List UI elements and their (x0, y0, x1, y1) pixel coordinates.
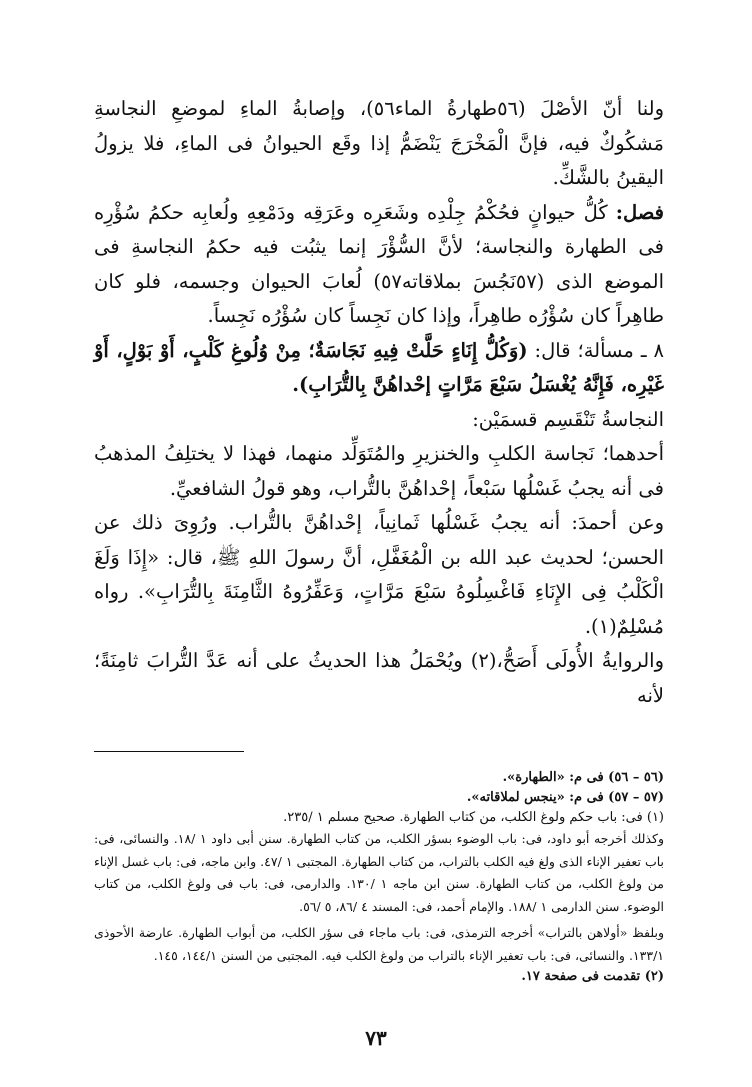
paragraph-2 (94, 196, 664, 334)
footnote-2: (٢) تقدمت فى صفحة ١٧. (521, 969, 664, 984)
paragraph-6: وعن أحمدَ: أنه يجبُ غَسْلُها ثَمانِياً، إحْداهُنَّ بالتُّراب. ورُوِىَ ذلك عن الحسن؛ لحديث عبد الله بن الْمُغَفَّلِ، أنَّ رسولَ اللهِ ﷺ، قال: «إِذَا وَلَغَ الْكَلْبُ فِى الإِنَاءِ فَاغْسِلُوهُ سَبْعَ مَرَّاتٍ، وَعَفِّرُوهُ الثَّامِنَةَ بِالتُّرَابِ». رواه مُسْلِمٌ(١). (94, 511, 664, 638)
footnote-56: (٥٦ – ٥٦) فى م: «الطهارة». (502, 770, 664, 785)
masala-number: ٨ ـ مسألة؛ قال: (527, 338, 664, 362)
page-content (94, 92, 664, 987)
footnote-57: (٥٧ – ٥٧) فى م: «ينجس لملاقاته». (466, 790, 664, 805)
paragraph-2-text: كُلُّ حيوانٍ فحُكْمُ جِلْدِه وشَعَرِه وعَرَقِه ودَمْعِهِ ولُعابِه حكمُ سُؤْرِه فى الطهارة والنجاسة؛ لأنَّ السُّؤْرَ إنما يثبُت فيه حكمُ النجاسةِ فى الموضع الذى (٥٧نَجُسَ بملاقاته٥٧) لُعابَ الحيوان وجسمه، فلو كان طاهِراً كان سُؤْرُه طاهِراً، وإذا كان نَجِساً كان سُؤْرُه نَجِساً. (94, 200, 664, 327)
paragraph-3-masala (94, 334, 664, 403)
masala-text: (وَكُلُّ إِنَاءٍ حَلَّتْ فِيهِ نَجَاسَةٌ؛ مِنْ وُلُوغِ كَلْبٍ، أَوْ بَوْلٍ، أَوْ غَيْرِه، فَإِنَّهُ يُغْسَلُ سَبْعَ مَرَّاتٍ إحْداهُنَّ بِالتُّرَابِ). (94, 338, 664, 396)
page-number: ٧٣ (365, 1026, 387, 1050)
paragraph-5: أحدهما؛ نَجاسة الكلبِ والخنزيرِ والمُتَوَلِّد منهما، فهذا لا يختلِفُ المذهبُ فى أنه يجبُ غَسْلُها سَبْعاً، إحْداهُنَّ بالتُّراب، وهو قولُ الشافعيِّ. (94, 442, 664, 500)
paragraph-7: والروايةُ الأُولَى أَصَحُّ،(٢) ويُحْمَلُ هذا الحديثُ على أنه عَدَّ التُّرابَ ثامِنَةً؛ لأنه (94, 649, 665, 707)
main-text (94, 92, 664, 713)
footnote-1: (١) فى: باب حكم ولوغ الكلب، من كتاب الطهارة. صحيح مسلم ١ /٢٣٥. (283, 810, 664, 825)
footnote-divider (94, 751, 244, 752)
paragraph-4: النجاسةُ تَنْقَسِم قسمَيْن: (472, 407, 664, 431)
footnote-1-tirmidhi: وبلفظ «أولاهن بالتراب» أخرجه الترمذى، فى: باب ماجاء فى سؤر الكلب، من أبواب الطهارة. عارضة الأحوذى ١٣٣/١. والنسائى، فى: باب تعفير الإناء بالتراب من ولوغ الكلب فيه. المجتبى من السنن ١٤٤/١، ١٤٥. (94, 925, 664, 963)
paragraph-1: ولنا أنّ الأصْلَ (٥٦طهارةُ الماء٥٦)، وإصابةُ الماءِ لموضعِ النجاسةِ مَشكُوكٌ فيه، فإنَّ الْمَخْرَجَ يَنْضَمُّ إذا وقَع الحيوانُ فى الماءِ، فلا يزولُ اليقينُ بالشَّكِّ. (94, 97, 664, 189)
footnote-1-continued: وكذلك أخرجه أبو داود، فى: باب الوضوء بسؤر الكلب، من كتاب الطهارة. سنن أبى داود ١ /١٨. والنسائى، فى: باب تعفير الإناء الذى ولغ فيه الكلب بالتراب، من كتاب الطهارة. المجتبى ١ /٤٧. وابن ماجه، فى: باب غسل الإناء من ولوغ الكلب، من كتاب الطهارة. سنن ابن ماجه ١ /١٣٠. والدارمى، فى: باب فى ولوغ الكلب، من كتاب الوضوء. سنن الدارمى ١ /١٨٨. والإمام أحمد، فى: المسند ٤ /٨٦، ٥ /٥٦. (94, 831, 664, 914)
section-heading-fasl: فصل: (615, 200, 664, 224)
footnotes (94, 768, 664, 987)
